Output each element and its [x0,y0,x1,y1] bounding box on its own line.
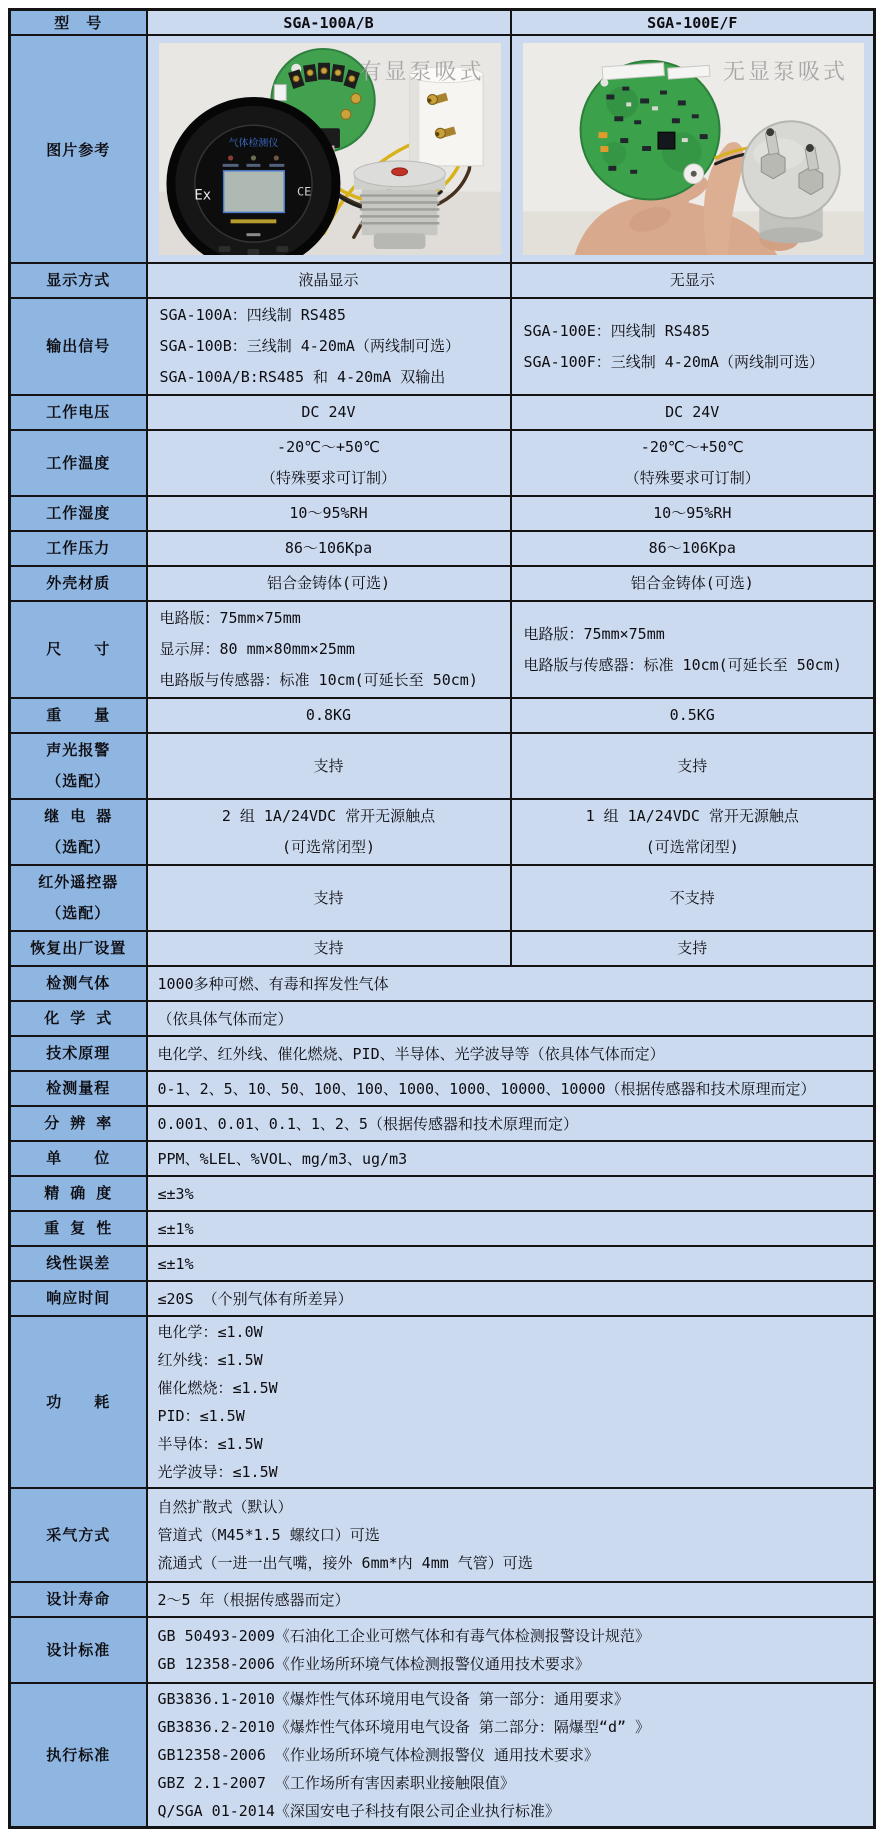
spec-value-line: 2 组 1A/24VDC 常开无源触点 [221,807,436,825]
spec-value-line: GB 12358-2006《作业场所环境气体检测报警仪通用技术要求》 [157,1655,590,1673]
spec-label [10,865,147,931]
warning-label-icon [230,219,276,223]
spec-value [147,1617,875,1683]
spec-value [511,698,875,733]
spec-label [10,566,147,601]
spec-row [10,566,875,601]
spec-label [10,601,147,698]
spec-label [10,1106,147,1141]
spec-label [10,1071,147,1106]
spec-value-line: 电路版与传感器：标准 10cm(可延长至 50cm) [159,671,478,689]
spec-row [10,263,875,298]
spec-value [511,799,875,865]
spec-row [10,1036,875,1071]
spec-value [147,733,511,799]
spec-label [10,1683,147,1828]
spec-label [10,799,147,865]
spec-value [511,865,875,931]
spec-label [10,1141,147,1176]
spec-value-line: 铝合金铸体(可选) [266,574,391,592]
spec-value-line: GBZ 2.1-2007 《工作场所有害因素职业接触限值》 [157,1774,515,1792]
spec-label [10,698,147,733]
spec-value-line: 铝合金铸体(可选) [630,574,754,592]
spec-value [147,395,511,430]
image-reference-row [10,35,875,263]
spec-row [10,966,875,1001]
model-header-row [10,10,875,36]
spec-value-line: 无显示 [669,271,715,289]
spec-label-line: 重 量 [46,706,111,724]
spec-value [147,698,511,733]
spec-value [511,298,875,395]
spec-value [511,496,875,531]
spec-value-line: 支持 [677,939,708,957]
spec-value-line: GB3836.2-2010《爆炸性气体环境用电气设备 第二部分：隔爆型“d” 》 [157,1718,651,1736]
spec-label [10,1036,147,1071]
spec-value-line: 10～95%RH [289,504,368,522]
spec-row [10,601,875,698]
spec-value-line: 液晶显示 [298,271,359,289]
spec-value-line: 0-1、2、5、10、50、100、100、1000、1000、10000、10000（根据传感器和技术原理而定） [157,1079,816,1098]
spec-value-line: ≤20S （个别气体有所差异） [157,1289,353,1308]
detector-title-text: 气体检测仪 [228,138,278,150]
spec-label-line: 精 确 度 [44,1184,113,1202]
spec-label [10,966,147,1001]
ce-mark-text: CE [296,184,311,199]
spec-value-line: 红外线：≤1.5W [157,1351,263,1369]
spec-value-line: 电化学、红外线、催化燃烧、PID、半导体、光学波导等（依具体气体而定） [157,1044,665,1063]
spec-row [10,395,875,430]
ex-mark-text: Ex [193,187,211,204]
spec-value-line: 1 组 1A/24VDC 常开无源触点 [585,807,799,825]
spec-value-line: 电路版：75mm×75mm [523,624,665,643]
spec-value-line: (可选常闭型) [645,838,739,856]
pcb-illustration-right [580,61,719,200]
spec-value-line: GB 50493-2009《石油化工企业可燃气体和有毒气体检测报警设计规范》 [157,1627,650,1645]
spec-label-line: 工作温度 [46,453,111,472]
spec-value-line: PID：≤1.5W [157,1407,245,1425]
spec-label-line: （选配） [46,904,111,922]
spec-value [511,931,875,966]
spec-row [10,1582,875,1617]
spec-value [147,1281,875,1316]
spec-label-line: 分 辨 率 [44,1114,113,1132]
spec-row [10,1316,875,1488]
spec-label-line: 功 耗 [46,1392,111,1411]
spec-label [10,1488,147,1582]
spec-value-line: （依具体气体而定） [157,1009,293,1028]
image-row-label: 图片参考 [10,35,147,263]
spec-table [8,8,876,1829]
spec-label [10,1246,147,1281]
spec-value [147,799,511,865]
spec-value-line: GB12358-2006 《作业场所环境气体检测报警仪 通用技术要求》 [157,1746,599,1764]
product-photo-left [159,43,501,255]
spec-label-line: 设计标准 [46,1640,111,1659]
spec-value-line: SGA-100A/B:RS485 和 4-20mA 双输出 [159,368,446,386]
lcd-screen-icon [223,171,284,213]
spec-row [10,1246,875,1281]
spec-value [147,1488,875,1582]
spec-value [511,566,875,601]
spec-value-line: 电化学：≤1.0W [157,1323,263,1341]
spec-value-line: GB3836.1-2010《爆炸性气体环境用电气设备 第一部分：通用要求》 [157,1690,629,1708]
spec-row [10,1141,875,1176]
spec-value [147,1106,875,1141]
product-photo-cell-left [147,35,511,263]
spec-label-line: 红外遥控器 [38,873,119,891]
spec-value [147,1071,875,1106]
spec-label-line: 响应时间 [46,1289,111,1307]
spec-value-line: 2～5 年（根据传感器而定） [157,1590,350,1609]
spec-value [147,601,511,698]
spec-label-line: 设计寿命 [46,1590,111,1608]
spec-value [147,931,511,966]
spec-label [10,1617,147,1683]
spec-value [147,1001,875,1036]
spec-label [10,395,147,430]
spec-label-line: 工作湿度 [46,504,111,522]
spec-value [147,1141,875,1176]
spec-value-line: 光学波导：≤1.5W [157,1463,278,1481]
product-photo-right [523,43,865,255]
spec-value-line: 0.8KG [305,706,352,724]
spec-value-line: 支持 [313,939,344,957]
spec-label [10,496,147,531]
spec-label-line: 化 学 式 [44,1009,113,1027]
watermark-text-right: 无显泵吸式 [722,60,848,85]
spec-row [10,1617,875,1683]
spec-row [10,1071,875,1106]
spec-value [147,1246,875,1281]
spec-value-line: SGA-100A：四线制 RS485 [159,306,346,324]
spec-value [147,865,511,931]
spec-row [10,298,875,395]
spec-value [511,430,875,496]
spec-value-line: 不支持 [669,888,715,907]
spec-row [10,1001,875,1036]
spec-label [10,931,147,966]
spec-value-line: 流通式（一进一出气嘴，接外 6mm*内 4mm 气管）可选 [157,1554,533,1572]
spec-value [147,966,875,1001]
spec-value-line: 0.5KG [669,706,715,724]
spec-value-line: PPM、%LEL、%VOL、mg/m3、ug/m3 [157,1149,408,1168]
spec-label [10,263,147,298]
spec-label-line: 工作压力 [46,539,111,557]
spec-value-line: -20℃～+50℃ [640,438,744,456]
spec-value-line: （特殊要求可订制） [624,469,760,487]
spec-value-line: 0.001、0.01、0.1、1、2、5（根据传感器和技术原理而定） [157,1114,578,1133]
spec-value [147,496,511,531]
spec-label [10,1001,147,1036]
spec-row [10,698,875,733]
spec-value-line: ≤±3% [157,1184,194,1203]
spec-value-line: （特殊要求可订制） [260,469,396,487]
spec-label [10,1211,147,1246]
spec-value [147,1036,875,1071]
spec-value-line: ≤±1% [157,1219,194,1238]
spec-value [511,531,875,566]
spec-label-line: 尺 寸 [46,640,111,658]
sensor-red-dot-icon [391,168,407,176]
spec-row [10,733,875,799]
spec-value-line: 86～106Kpa [648,539,736,557]
spec-value [511,263,875,298]
pcb-label-icon [667,65,709,79]
spec-label-line: 显示方式 [46,271,111,289]
spec-value-line: 支持 [313,756,344,775]
spec-label [10,1176,147,1211]
spec-value-line: SGA-100B：三线制 4-20mA（两线制可选） [159,337,460,355]
spec-value-line: 自然扩散式（默认） [157,1498,293,1516]
spec-row [10,1106,875,1141]
product-photo-cell-right [511,35,875,263]
spec-value [511,395,875,430]
spec-row [10,1683,875,1828]
model-header-label: 型 号 [10,10,147,36]
spec-value-line: DC 24V [665,403,720,421]
spec-value-line: 管道式（M45*1.5 螺纹口）可选 [157,1526,380,1544]
spec-value [147,531,511,566]
watermark-text-left: 有显泵吸式 [359,60,485,85]
spec-label-line: （选配） [46,838,111,856]
spec-value [147,566,511,601]
spec-label-line: （选配） [46,772,111,790]
spec-value-line: -20℃～+50℃ [277,438,380,456]
spec-value [147,1316,875,1488]
spec-value [147,263,511,298]
spec-label-line: 检测气体 [46,974,111,992]
spec-row [10,1488,875,1582]
spec-label-line: 执行标准 [46,1745,111,1764]
spec-value-line: SGA-100E：四线制 RS485 [523,321,710,340]
spec-value-line: SGA-100F：三线制 4-20mA（两线制可选） [523,352,824,371]
spec-row [10,1211,875,1246]
spec-row [10,931,875,966]
spec-value [147,1683,875,1828]
spec-value-line: 86～106Kpa [284,539,373,557]
spec-value-line: Q/SGA 01-2014《深国安电子科技有限公司企业执行标准》 [157,1802,560,1820]
spec-label-line: 外壳材质 [46,574,111,592]
spec-label-line: 单 位 [46,1149,111,1167]
spec-row [10,799,875,865]
spec-value [511,733,875,799]
spec-row [10,865,875,931]
spec-label-line: 输出信号 [46,337,111,355]
spec-value-line: 显示屏：80 mm×80mm×25mm [159,640,355,658]
model-name-left: SGA-100A/B [147,10,511,36]
spec-value-line: 催化燃烧：≤1.5W [157,1379,278,1397]
spec-value-line: 1000多种可燃、有毒和挥发性气体 [157,974,389,993]
spec-value-line: ≤±1% [157,1254,194,1273]
chip-icon [658,132,675,149]
spec-label [10,1316,147,1488]
spec-label-line: 声光报警 [46,741,111,759]
spec-label-line: 检测量程 [46,1079,111,1097]
spec-value-line: 支持 [677,756,708,775]
spec-value-line: 电路版：75mm×75mm [159,609,301,627]
spec-value-line: DC 24V [301,403,356,421]
spec-label [10,298,147,395]
spec-value-line: 半导体：≤1.5W [157,1435,263,1453]
spec-label [10,733,147,799]
spec-value [147,1211,875,1246]
spec-value-line: 电路版与传感器：标准 10cm(可延长至 50cm) [523,655,842,674]
spec-label [10,531,147,566]
spec-label-line: 技术原理 [46,1044,111,1062]
spec-value-line: 10～95%RH [653,504,732,522]
spec-value [147,1582,875,1617]
spec-row [10,496,875,531]
spec-label-line: 线性误差 [46,1254,111,1272]
spec-label-line: 工作电压 [46,403,111,421]
model-name-right: SGA-100E/F [511,10,875,36]
spec-label-line: 恢复出厂设置 [30,939,127,957]
spec-value-line: (可选常闭型) [281,838,376,856]
spec-label [10,1281,147,1316]
spec-row [10,430,875,496]
spec-value [147,298,511,395]
spec-label [10,1582,147,1617]
spec-value [147,1176,875,1211]
spec-label-line: 重 复 性 [44,1219,113,1237]
spec-label-line: 继 电 器 [44,807,113,825]
spec-row [10,1281,875,1316]
spec-row [10,531,875,566]
spec-row [10,1176,875,1211]
spec-label [10,430,147,496]
spec-value [511,601,875,698]
spec-value-line: 支持 [313,888,344,907]
detector-face-illustration [170,101,335,255]
spec-label-line: 采气方式 [46,1525,111,1544]
spec-value [147,430,511,496]
